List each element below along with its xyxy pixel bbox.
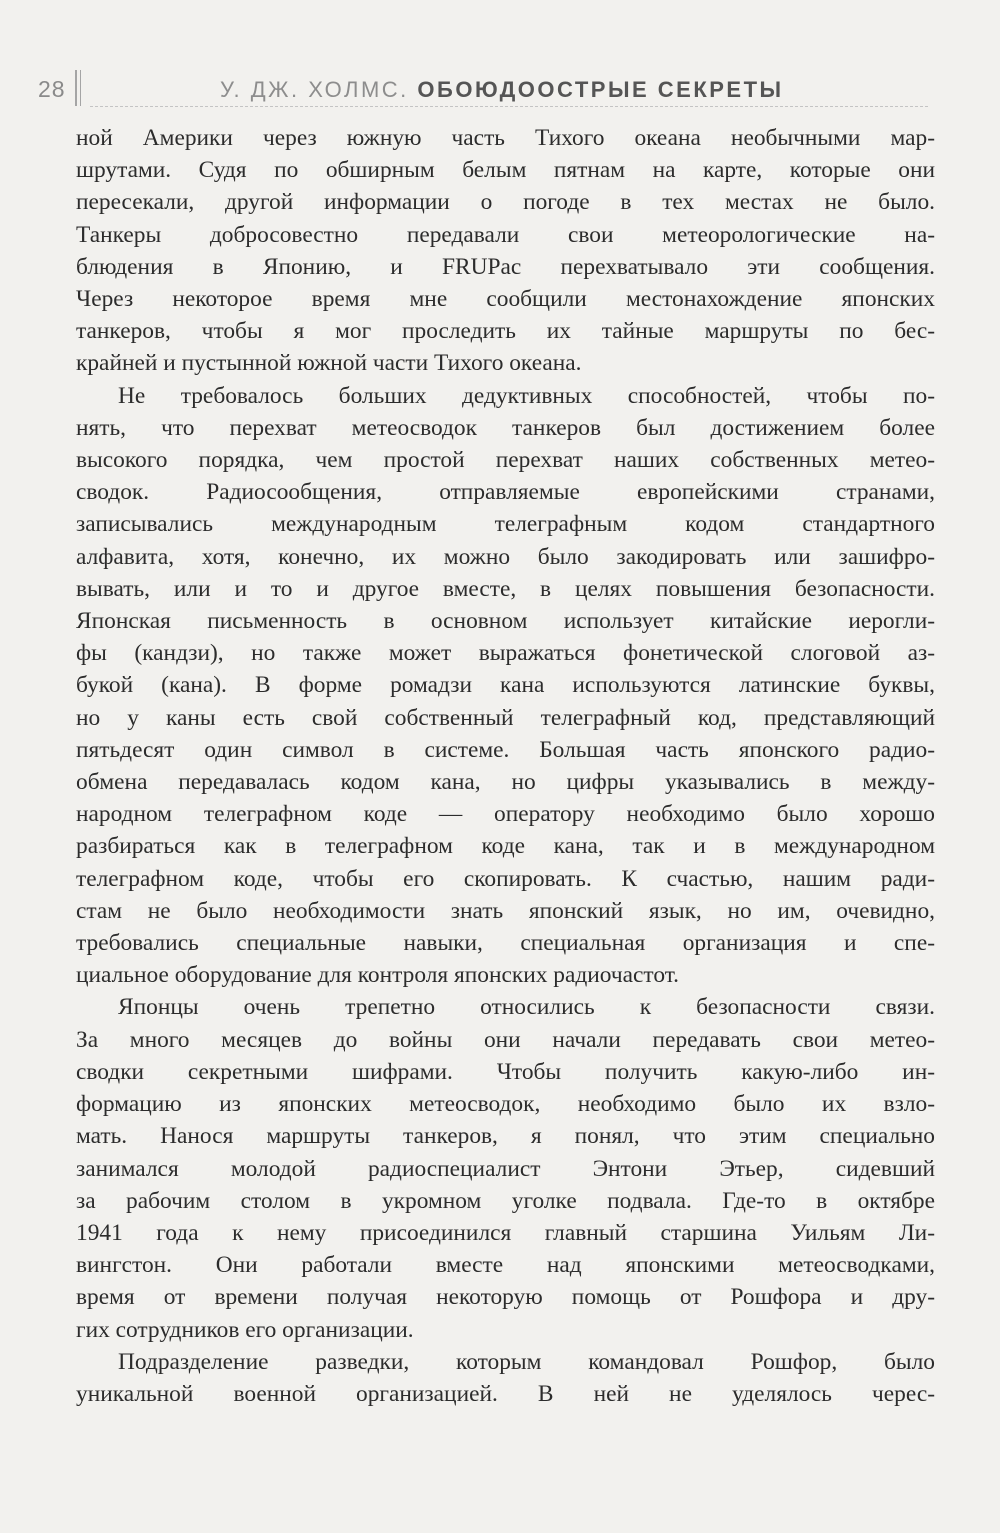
page-number: 28: [38, 76, 66, 102]
header-book-title: ОБОЮДООСТРЫЕ СЕКРЕТЫ: [417, 77, 784, 102]
text-line: 1941 года к нему присоединился главный старшина Уильям Ли-: [76, 1219, 935, 1246]
text-line: пересекали, другой информации о погоде в тех местах не было.: [76, 189, 935, 216]
text-line: блюдения в Японию, и FRUPac перехватывало эти сообщения.: [76, 253, 935, 280]
text-line: но у каны есть свой собственный телеграфный код, представляющий: [76, 704, 935, 731]
text-line: букой (кана). В форме ромадзи кана используются латинские буквы,: [76, 672, 935, 699]
text-line: фы (кандзи), но также может выражаться фонетической слоговой аз-: [76, 640, 935, 667]
paragraph-1: [76, 122, 935, 380]
text-line: обмена передавалась кодом кана, но цифры указывались в между-: [76, 769, 935, 796]
text-line: телеграфном коде, чтобы его скопировать. К счастью, нашим ради-: [76, 865, 935, 892]
text-line: Через некоторое время мне сообщили местонахождение японских: [76, 286, 935, 313]
running-header: [0, 0, 1000, 115]
text-line: требовались специальные навыки, специальная организация и спе-: [76, 930, 935, 957]
text-line: уникальной военной организацией. В ней не уделялось черес-: [76, 1380, 935, 1407]
text-line: Японская письменность в основном использует китайские иерогли-: [76, 608, 935, 635]
paragraph-2: [76, 380, 935, 992]
text-line: за рабочим столом в укромном уголке подвала. Где-то в октябре: [76, 1187, 935, 1214]
text-line: время от времени получая некоторую помощь от Рошфора и дру-: [76, 1284, 935, 1311]
text-line: алфавита, хотя, конечно, их можно было закодировать или зашифро-: [76, 543, 935, 570]
text-line: циальное оборудование для контроля японских радиочастот.: [76, 962, 680, 989]
header-author: У. ДЖ. ХОЛМС.: [220, 77, 409, 102]
text-line: вывать, или и то и другое вместе, в целях повышения безопасности.: [76, 575, 935, 602]
paragraph-3: [76, 991, 935, 1345]
text-line: Японцы очень трепетно относились к безопасности связи.: [118, 994, 935, 1021]
text-line: танкеров, чтобы я мог проследить их тайные маршруты по бес-: [76, 318, 935, 345]
header-divider-thin: [80, 70, 81, 106]
text-line: Не требовалось больших дедуктивных способностей, чтобы по-: [118, 382, 935, 409]
text-line: народном телеграфном коде — оператору необходимо было хорошо: [76, 801, 935, 828]
text-line: нять, что перехват метеосводок танкеров был достижением более: [76, 414, 935, 441]
header-divider: [75, 70, 77, 106]
header-rule: [90, 106, 928, 107]
text-line: высокого порядка, чем простой перехват наших собственных метео-: [76, 447, 935, 474]
text-line: ной Америки через южную часть Тихого океана необычными мар-: [76, 125, 935, 151]
text-line: крайней и пустынной южной части Тихого океана.: [76, 350, 582, 377]
text-line: гих сотрудников его организации.: [76, 1316, 414, 1343]
text-line: занимался молодой радиоспециалист Энтони Этьер, сидевший: [76, 1155, 935, 1182]
text-line: сводок. Радиосообщения, отправляемые европейскими странами,: [76, 479, 935, 506]
text-line: пятьдесят один символ в системе. Большая часть японского радио-: [76, 736, 935, 763]
text-line: мать. Нанося маршруты танкеров, я понял, что этим специально: [76, 1123, 935, 1150]
text-line: записывались международным телеграфным кодом стандартного: [76, 511, 935, 538]
text-line: шрутами. Судя по обширным белым пятнам на карте, которые они: [76, 157, 935, 184]
body-text: [76, 122, 935, 1410]
text-line: Подразделение разведки, которым командовал Рошфор, было: [118, 1348, 935, 1375]
text-line: Танкеры добросовестно передавали свои метеорологические на-: [76, 221, 935, 248]
running-title: [220, 77, 784, 103]
paragraph-4: [76, 1346, 935, 1410]
text-line: За много месяцев до войны они начали передавать свои метео-: [76, 1026, 935, 1053]
text-line: формацию из японских метеосводок, необходимо было их взло-: [76, 1091, 935, 1118]
text-line: сводки секретными шифрами. Чтобы получить какую-либо ин-: [76, 1058, 935, 1085]
text-line: разбираться как в телеграфном коде кана, так и в международном: [76, 833, 935, 860]
text-line: стам не было необходимости знать японский язык, но им, очевидно,: [76, 897, 935, 924]
text-line: вингстон. Они работали вместе над японскими метеосводками,: [76, 1252, 935, 1279]
